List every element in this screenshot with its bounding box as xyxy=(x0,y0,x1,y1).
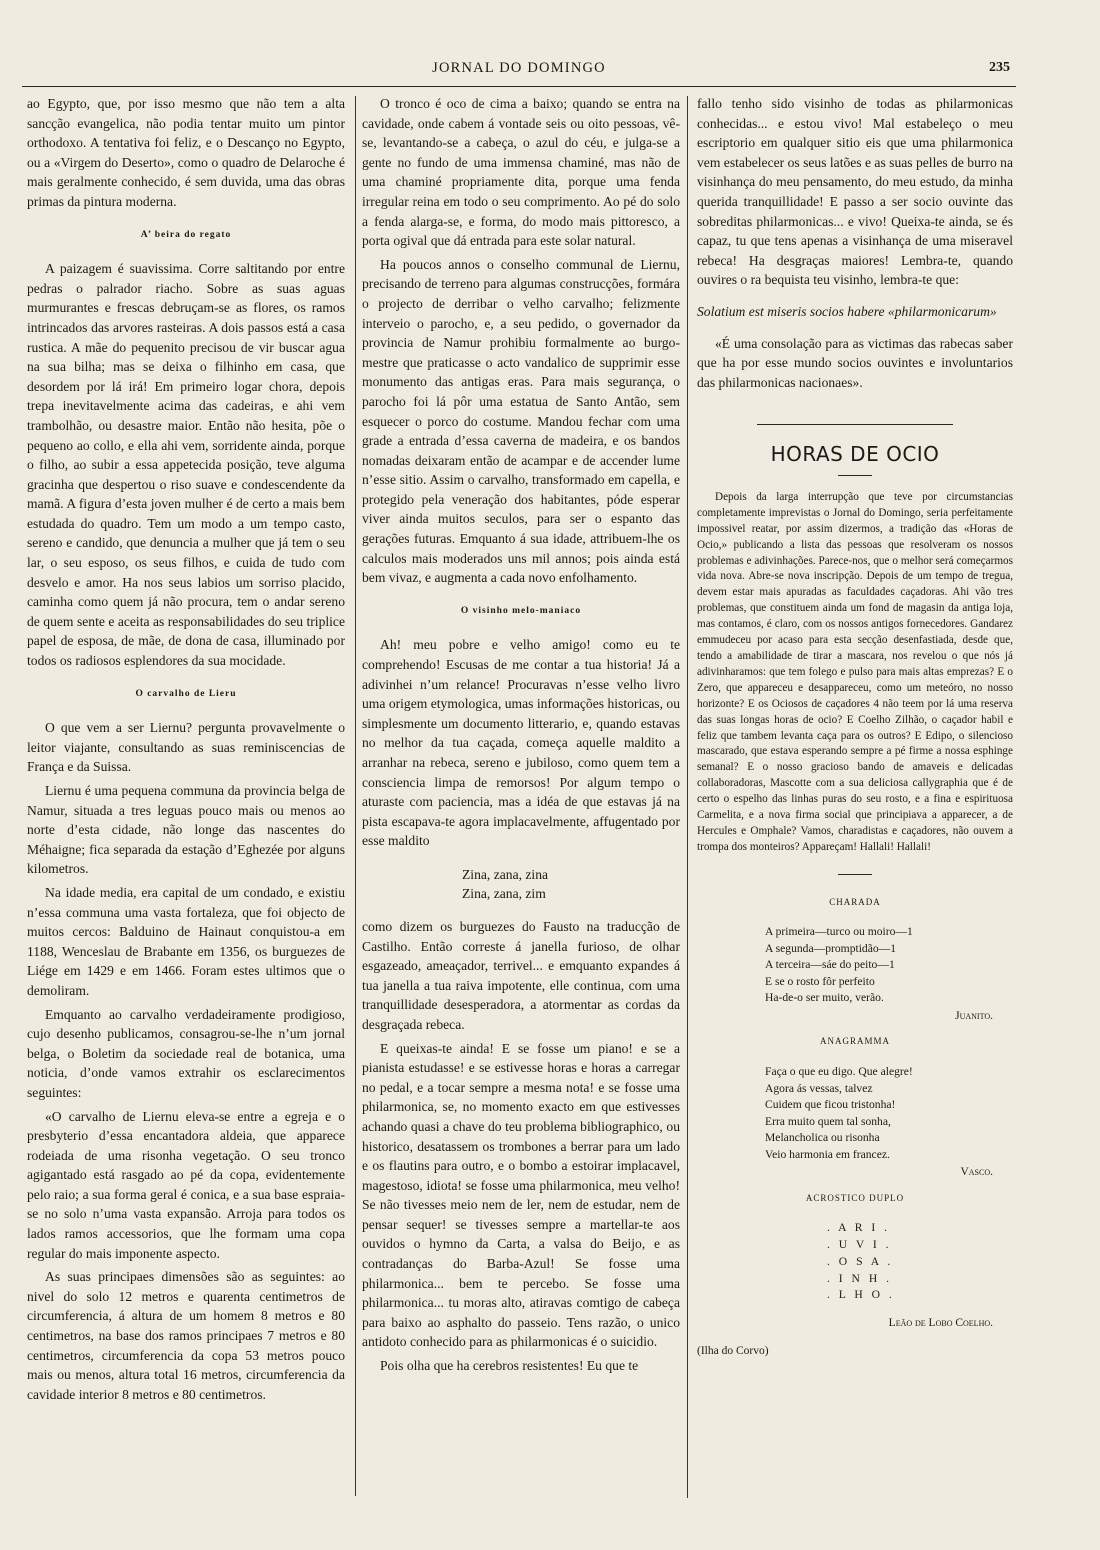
acrostico-row: . A R I . xyxy=(827,1221,891,1235)
paragraph: Liernu é uma pequena communa da provincia belga de Namur, situada a tres leguas pouco mais ou menos ao norte d’esta cidade, não longe das nascentes do Méhaigne; fica separada da estação d’Eghezée por alguns kilometros. xyxy=(27,783,345,877)
acrostico-row: . L H O . xyxy=(827,1288,895,1302)
verse-line: Ha-de-o ser muito, verão. xyxy=(765,991,884,1005)
section-divider xyxy=(757,424,953,425)
acrostico-row: . O S A . xyxy=(827,1254,894,1268)
paragraph: como dizem os burguezes do Fausto na traducção de Castilho. Então correste á janella furioso, de olhar esgazeado, ameaçador, terrivel... e emquanto expandes á tua janella a tua raiva impotente, elle continua, com uma tranquillidade desesperadora, a atormentar as cordas da desgraçada rebeca. xyxy=(362,918,680,1032)
anagramma-title: ANAGRAMMA xyxy=(819,1036,890,1047)
paragraph: Ah! meu pobre e velho amigo! como eu te comprehendo! Escusas de me contar a tua historia! Já a adivinhei n’um relance! Procuravas n’esse velho livro uma origem etymologica, umas informações historicas, ou simplesmente um documento litterario, e, quando estavas no melhor da tua caçada, começa aquelle maldito a arranhar na rebeca, sereno e jubiloso, como quem tem a consciencia limpa de remorsos! Por algum tempo o aturaste com paciencia, mas a idéa de que estavas já na pista escapava-te agora implacavelmente, affugentado por esse maldito xyxy=(362,637,680,849)
verse-line: Melancholica ou risonha xyxy=(765,1131,880,1145)
paragraph: Depois da larga interrupção que teve por circumstancias completamente imprevistas o Jornal do Domingo, seria perfeitamente impossivel reatar, por assim dizermos, a tradição das «Horas de Ocio,» publicando a lista das pessoas que resolveram os nossos problemas e adivinhações. Parece-nos, que o melhor será começarmos vida nova. Abre-se nova inscripção. Depois de um tempo de tregua, devem estar mais apuradas as faculdades caçadoras. Ahi vão tres problemas, que constituem ainda um fond de magasin da antiga loja, mas contamos, é claro, com os nossos antigos fornecedores. Gandarez emmudeceu por acaso para esta secção desenfastiada, desde que, tendo a amabilidade de tirar a mascara, nos revelou o que nós já adivinharamos: que tem folego e pulso para mais altas emprezas? E o Zero, que appareceu e desappareceu, como um meteóro, no nosso horizonte? E os Ociosos de caçadores 4 não teem por lá uma reserva das suas longas horas de ocio? E Coelho Zilhão, o caçador habil e feliz que tambem levanta caça para os outros? E Edipo, o silencioso mascarado, que estava esperando sempre a pé firme a nossa esphinge semanal? E o nosso gracioso bando de amaveis e delicadas collaboradoras, Mascotte com a sua deliciosa callygraphia que é de certo o espelho das linhas puras do seu rosto, e a fina e espirituosa Carmelita, e a nova firma social que principiava a apparecer, a de Hercules e Omphale? Vamos, charadistas e caçadores, não ouvem a trompa dos monteiros? Appareçam! Hallali! Hallali! xyxy=(697,490,1013,853)
place-note: (Ilha do Corvo) xyxy=(697,1344,769,1357)
verse-line: Agora ás vessas, talvez xyxy=(765,1081,873,1095)
paragraph: Na idade media, era capital de um condado, e existiu n’essa communa uma vasta fortaleza, que foi objecto de muitos cercos: Balduino de Hainaut conquistou-a em 1188, Wenceslau de Brabante em 1356, os burguezes de Liége em 1429 e em 1466. Foram estes ultimos que o demoliram. xyxy=(27,884,345,998)
section-heading: O visinho melo-maniaco xyxy=(460,605,582,616)
paragraph: ao Egypto, que, por isso mesmo que não tem a alta sancção evangelica, não podia tentar muito um pintor orthodoxo. A tentativa foi feliz, e o Descanço no Egypto, ou a «Virgem do Deserto», como o quadro de Delaroche é mais geralmente conhecido, é sem duvida, uma das obras primas da pintura moderna. xyxy=(27,96,345,209)
divider xyxy=(838,874,872,875)
verse-line: A primeira—turco ou moiro—1 xyxy=(765,925,913,939)
column-rule xyxy=(687,96,688,1498)
paragraph: A paizagem é suavissima. Corre saltitando por entre pedras o palrador riacho. Sobre as suas aguas murmurantes e frescas debruçam-se as flores, os ramos intrincados das arvores rasteiras. A dois passos está a casa rustica. A mãe do pequenito precisou de vir buscar agua na sua bilha; mas se deixa o filhinho em casa, que desordem por lá irá! Em primeiro logar chora, depois trepa inevitavelmente acima das cadeiras, e ahi vem trambolhão, ou desastre maior. Então não hesita, põe o pequeno ao collo, e ella ahi vem, sorridente ainda, porque o filho, ao subir a essa appetecida posição, teve alguma gracinha que despertou o riso suave e condescendente da mamã. A figura d’esta joven mulher é de certo a mais bem estudada do quadro. Tem um modo a um tempo casto, sereno e candido, que denuncia a mulher que já tem o seu lar, o seu esposo, os seus filhos, e cuida de tudo com desvelo e amor. Ha nos seus labios um sorriso placido, caminha como quem já não procura, tem o andar sereno de quem sente e aceita as responsabilidades do seu triplice papel de esposa, de mãe, de dona de casa, illuminado por todos os radiosos esplendores da sua mocidade. xyxy=(27,261,345,669)
acrostico-row: . U V I . xyxy=(827,1238,892,1252)
column-2 xyxy=(362,94,680,1380)
paragraph: «É uma consolação para as victimas das rabecas saber que ha por esse mundo socios ouvintes e involuntarios das philarmonicas nacionaes». xyxy=(697,335,1013,390)
paragraph: Ha poucos annos o conselho communal de Liernu, precisando de terreno para algumas construcções, formára o projecto de derribar o velho carvalho; felizmente interveio o parocho, e, a seu pedido, o governador da provincia de Namur prohibiu formalmente ao burgo-mestre que praticasse o acto vandalico de supprimir esse monumento das antigas eras. Para mais segurança, o parocho foi lá pôr uma estatua de Santo Antão, sem esquecer o porco do costume. Mandou fechar com uma grade a entrada d’essa caverna de madeira, e os bandos nomadas deixaram então de acampar e de accender lume n’esse sitio. Assim o carvalho, transformado em capella, e protegido pela veneração dos habitantes, póde esperar viver ainda muitos seculos, para ser o espanto das gerações futuras. Emquanto á sua idade, attribuem-lhe os calculos mais moderados uns mil annos; pois ainda está bem vivaz, e augmenta a cada novo enfolhamento. xyxy=(362,256,680,586)
verse-block xyxy=(362,865,680,903)
paragraph: As suas principaes dimensões são as seguintes: ao nivel do solo 12 metros e quarenta centimetros de circumferencia, á altura de um homem 8 metros e 80 centimetros, na base dos ramos principaes 7 metros e 80 centimetros, circumferencia da copa 53 metros pouco mais ou menos, altura total 16 metros, circumferencia da cavidade interior 8 metros e 80 centimetros. xyxy=(27,1269,345,1402)
column-3 xyxy=(697,94,1013,1361)
page-header xyxy=(22,56,1016,87)
acrostico-grid xyxy=(697,1220,1013,1304)
acrostico-signature: Leão de Lobo Coelho. xyxy=(888,1317,993,1330)
newspaper-title: JORNAL DO DOMINGO xyxy=(432,60,606,76)
acrostico-row: . I N H . xyxy=(827,1271,892,1285)
paragraph: Emquanto ao carvalho verdadeiramente prodigioso, cujo desenho publicamos, consagrou-se-lhe n’um jornal belga, o Boletim da sociedade real de botanica, uma noticia, d’onde vamos extrahir os esclarecimentos seguintes: xyxy=(27,1006,345,1100)
section-heading: O carvalho de Lieru xyxy=(135,688,237,699)
charada-title: CHARADA xyxy=(829,896,881,907)
paragraph: fallo tenho sido visinho de todas as philarmonicas conhecidas... e estou vivo! Mal estabeleço o meu escriptorio em qualquer sitio eis que uma philarmonica vem estabelecer os seus latões e as suas pelles de burro na visinhança do meu pensamento, do meu estudo, da minha querida tranquillidade! E passo a ser socio ouvinte das sobreditas philarmonicas... e vivo! Queixa-te ainda, se és capaz, tu que tens apenas a visinhança de uma miseravel rebeca! Ha desgraças maiores! Lembra-te, quando ouvires o ra bequista teu visinho, lembra-te que: xyxy=(697,96,1013,288)
acrostico-title: ACROSTICO DUPLO xyxy=(805,1192,905,1203)
verse-line: Zina, zana, zina xyxy=(462,866,549,882)
page-number: 235 xyxy=(989,60,1010,75)
charada-signature: Juanito. xyxy=(955,1009,993,1022)
paragraph: O que vem a ser Liernu? pergunta provavelmente o leitor viajante, consultando as suas reminiscencias de França e da Suissa. xyxy=(27,720,345,775)
charada-verse xyxy=(697,924,1013,1007)
anagramma-verse xyxy=(697,1064,1013,1163)
verse-line: Cuidem que ficou tristonha! xyxy=(765,1098,896,1112)
section-title: HORAS DE OCIO xyxy=(770,442,940,467)
verse-line: Zina, zana, zim xyxy=(462,885,546,901)
latin-quote: Solatium est miseris socios habere «philarmonicarum» xyxy=(697,303,997,319)
anagramma-signature: Vasco. xyxy=(960,1166,993,1179)
verse-line: A segunda—promptidão—1 xyxy=(765,941,897,955)
paragraph: «O carvalho de Liernu eleva-se entre a egreja e o presbyterio d’essa encantadora aldeia, que apparece rodeiada de uma risonha vegetação. O seu tronco agigantado está rasgado ao pé da copa, evidentemente pelo raio; a sua forma geral é conica, e a sua base espraia-se no solo n’uma vasta expansão. Arroja para todos os lados ramos accessorios, que lhe formam uma copa regular do mais imponente aspecto. xyxy=(27,1108,345,1261)
paragraph: Pois olha que ha cerebros resistentes! Eu que te xyxy=(380,1358,639,1374)
paragraph: E queixas-te ainda! E se fosse um piano! e se a pianista estudasse! e se estivesse horas e horas a carregar no pedal, e a tocar sempre a mesma nota! e se fosse uma philarmonica, se, no momento exacto em que estivesses achando quasi a chave do teu problema bibliographico, ou historico, desatassem os trombones a berrar para um lado e os flautins para outro, e o bombo a estoirar implacavel, magestoso, idiota! se fosse uma philarmonica, meu velho! Se não tivesses meio nem de ler, nem de estudar, nem de pensar sequer! se tivesses sempre a martellar-te aos ouvidos o hymno da Carta, a valsa do Beijo, e as contradanças do Barba-Azul! Se fosse uma philarmonica... bem te percebo. Se fosse uma philarmonica... tu moras alto, atiravas comtigo de cabeça para baixo ao asphalto do passeio. Tens razão, o unico antidoto conhecido para as philarmonicas é o suicidio. xyxy=(362,1040,680,1350)
verse-line: Faça o que eu digo. Que alegre! xyxy=(765,1065,913,1079)
verse-line: E se o rosto fôr perfeito xyxy=(765,974,875,988)
column-rule xyxy=(355,96,356,1496)
verse-line: Veio harmonia em francez. xyxy=(765,1147,890,1161)
verse-line: Erra muito quem tal sonha, xyxy=(765,1114,891,1128)
verse-line: A terceira—sáe do peito—1 xyxy=(765,958,895,972)
paragraph: O tronco é oco de cima a baixo; quando se entra na cavidade, onde cabem á vontade seis ou oito pessoas, vê-se, levantando-se a cabeça, o azul do céu, e julga-se a gente no fundo de uma immensa chaminé, mas não de uma chaminé propriamente dita, porque uma fenda irregular reina em todo o seu comprimento. Ao pé do solo a fenda alarga-se, e forma, do modo mais pittoresco, a porta ogival que dá entrada para este solar natural. xyxy=(362,96,680,249)
section-heading: A’ beira do regato xyxy=(140,229,232,240)
horas-de-ocio-text xyxy=(697,490,1013,856)
title-underline xyxy=(838,475,872,476)
column-1 xyxy=(27,94,345,1408)
